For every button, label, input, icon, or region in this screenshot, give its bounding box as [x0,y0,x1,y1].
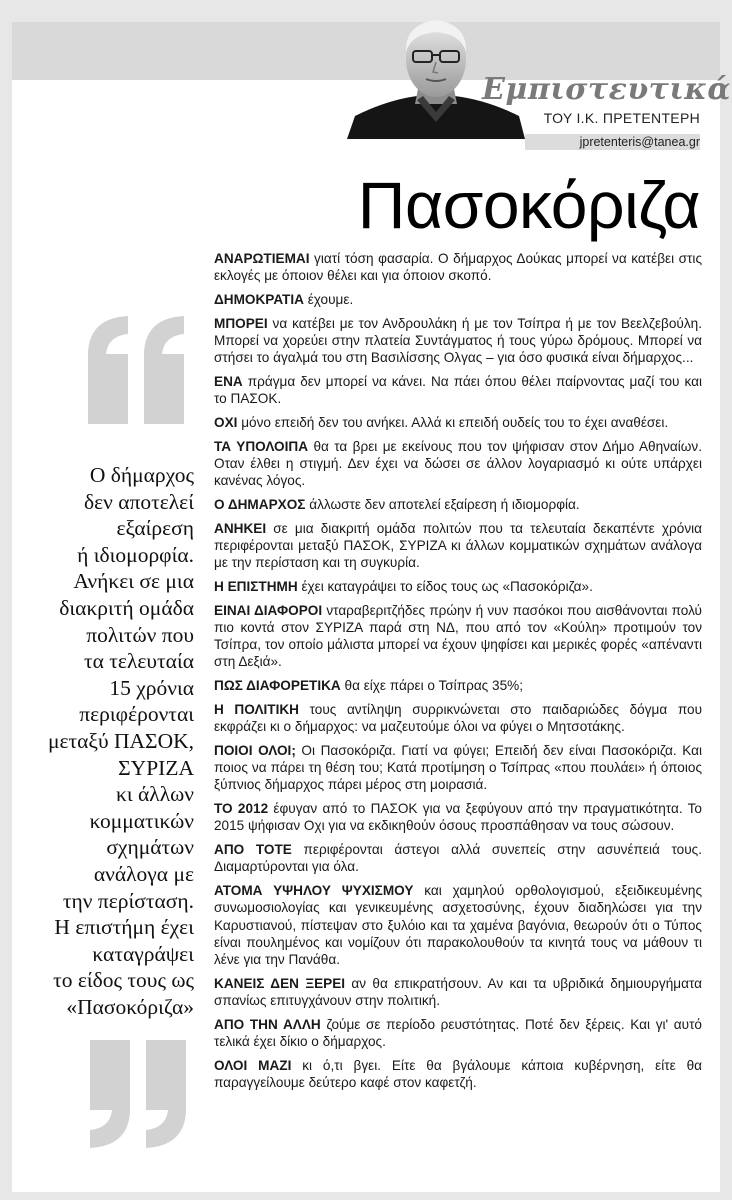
pull-quote-line: κι άλλων [116,782,194,807]
paragraph-lead: ΕΝΑ [214,374,243,389]
paragraph-text: αν θα επικρατήσουν. Αν και τα υβριδικά δημιουργήματα σπανίως επιτυγχάνουν στην πολιτική. [214,975,702,1009]
paragraph-text: σε μια διακριτή ομάδα πολιτών που τα τελευταία δεκαπέντε χρόνια περιφέρονται μεταξύ ΠΑΣΟΚ, ΣΥΡΙΖΑ κι άλλων κομματικών σχημάτων ανάλογα με την περίσταση και τη συγκυρία. [214,520,702,571]
article-paragraph [214,315,702,367]
paragraph-text: κι ό,τι βγει. Είτε θα βγάλουμε κάποια κυβέρνηση, είτε θα παραγγείλουμε δεύτερο καφέ στον καφετζή. [214,1057,702,1091]
paragraph-lead: Η ΠΟΛΙΤΙΚΗ [214,702,300,717]
headline: Πασοκόριζα [357,168,700,242]
paragraph-text: έφυγαν από το ΠΑΣΟΚ για να ξεφύγουν από την πραγματικότητα. Το 2015 ψήφισαν Οχι για να εκδικηθούν όσους προσπάθησαν να τους σώσουν. [214,801,702,834]
article-paragraph [214,800,702,834]
pull-quote-line: σχημάτων [106,835,194,860]
paragraph-lead: ΚΑΝΕΙΣ ΔΕΝ ΞΕΡΕΙ [214,975,346,991]
article-paragraph [214,975,702,1009]
article-paragraph [214,602,702,671]
article-paragraph [214,841,702,875]
pull-quote-line: πολιτών που [86,622,194,647]
paragraph-lead: ΤΟ 2012 [214,801,269,817]
paragraph-text: θα είχε πάρει ο Τσίπρας 35%; [340,678,523,694]
article-paragraph [214,438,702,490]
pull-quote-line: εξαίρεση [116,516,194,541]
article-paragraph [214,578,702,595]
article-body [214,250,702,1098]
byline: ΤΟΥ Ι.Κ. ΠΡΕΤΕΝΤΕΡΗ [543,110,700,126]
pull-quote-line: 15 χρόνια [109,675,194,700]
pull-quote-line: Η επιστήμη έχει [54,915,194,940]
article-paragraph [214,1016,702,1050]
paragraph-text: έχουμε. [303,292,354,307]
paragraph-text: άλλωστε δεν αποτελεί εξαίρεση ή ιδιομορφία. [305,497,580,512]
pull-quote-line: ή ιδιομορφία. [77,542,194,567]
paragraph-text: γιατί τόση φασαρία. Ο δήμαρχος Δούκας μπορεί να κατέβει στις εκλογές με όποιον θέλει και για όποιον σκοπό. [214,251,702,284]
paragraph-lead: ΠΩΣ ΔΙΑΦΟΡΕΤΙΚΑ [214,678,341,694]
pull-quote-line: περιφέρονται [79,702,194,727]
paragraph-text: έχει καταγράψει το είδος τους ως «Πασοκόριζα». [297,579,593,594]
pull-quote-line: Ο δήμαρχος [89,463,194,487]
paragraph-text: περιφέρονται άστεγοι αλλά συνεπείς στην ασυνέπειά τους. Διαμαρτύρονται για όλα. [214,842,702,875]
newspaper-page [12,22,731,1192]
paragraph-lead: ΔΗΜΟΚΡΑΤΙΑ [214,292,304,307]
paragraph-lead: ΑΝΑΡΩΤΙΕΜΑΙ [214,251,310,266]
column-name: Εμπιστευτικά [482,72,731,107]
paragraph-text: να κατέβει με τον Ανδρουλάκη ή με τον Τσίπρα ή με τον Βεελζεβούλη. Μπορεί να χορεύει στην πλατεία Συντάγματος ή τους γύρω δρόμους. Μπορεί να στήσει το άγαλμά του στη Βασιλίσσης Ολγας – για όσο φυσικά είναι δήμαρχος... [214,315,702,366]
pull-quote-line: καταγράψει [92,941,194,966]
paragraph-text: Οι Πασοκόριζα. Γιατί να φύγει; Επειδή δεν είναι Πασοκόριζα. Και ποιος να πάρει τη θέση του; Κατά προτίμηση ο Τσίπρας «που πουλάει» ή όποιος ξύπνιος δήμαρχος πάρει μέρος στη μοιρασιά. [214,743,702,793]
article-paragraph [214,701,702,735]
article-paragraph [214,373,702,407]
paragraph-lead: Ο ΔΗΜΑΡΧΟΣ [214,497,306,512]
pull-quote-line: ΣΥΡΙΖΑ [118,755,194,780]
pull-quote-line: Ανήκει σε μια [73,569,194,594]
article-paragraph [214,1057,702,1091]
paragraph-text: πράγμα δεν μπορεί να κάνει. Να πάει όπου θέλει παίρνοντας μαζί του και το ΠΑΣΟΚ. [214,374,702,407]
paragraph-lead: ΑΝΗΚΕΙ [214,520,267,536]
article-paragraph [214,496,702,513]
paragraph-text: ζούμε σε περίοδο ρευστότητας. Ποτέ δεν ξέρεις. Και γι' αυτό τελικά έχει δίκιο ο δήμαρχος. [214,1016,702,1050]
paragraph-lead: ΑΤΟΜΑ ΥΨΗΛΟΥ ΨΥΧΙΣΜΟΥ [214,883,414,899]
author-email: jpretenteris@tanea.gr [579,135,700,149]
paragraph-text: τους αντίληψη συρρικνώνεται στο παιδαριώδες δόγμα που εκφράζει κι ο δήμαρχος: να μαζευτούμε όλοι να φύγει ο Μητσοτάκης. [214,702,703,735]
paragraph-lead: ΟΛΟΙ ΜΑΖΙ [214,1057,292,1073]
article-paragraph [214,291,702,308]
article-paragraph [214,250,702,284]
paragraph-text: νταραβεριτζήδες πρώην ή νυν πασόκοι που αισθάνονται πολύ πιο κοντά στον ΣΥΡΙΖΑ παρά στη ΝΔ, που από τον «Κούλη» προτιμούν τον Τσίπρα, τον οποίο μάλιστα μπορεί να έχουν ψηφίσει και μερικές φορές «απέναντι στη Δεξιά». [214,602,702,670]
pull-quote-line: ανάλογα με [93,861,194,886]
article-paragraph [214,677,702,694]
paragraph-lead: Η ΕΠΙΣΤΗΜΗ [214,579,298,594]
paragraph-lead: ΜΠΟΡΕΙ [214,315,268,331]
paragraph-text: και χαμηλού ορθολογισμού, εξειδικευμένης συνωμοσιολογίας και γενικευμένης ασχετοσύνης, έχουν διαδηλώσει για την Καρυστιανού, πίστεψαν στο ξυλόιο και τα χαμένα βαγόνια, θεωρούν ότι ο Τύπος είναι πουλημένος και νομίζουν ότι παρακολουθούν τα κινητά τους να μάθουν τι λένε για την Πανάθα. [214,883,702,968]
article-paragraph [214,414,702,431]
paragraph-text: θα τα βρει με εκείνους που τον ψήφισαν στον Δήμο Αθηναίων. Οταν έλθει η στιγμή. Δεν έχει να δώσει σε άλλον λογαριασμό κι ούτε υπάρχει κανένας λόγος. [214,438,702,489]
article-paragraph [214,520,702,572]
pull-quote-line: κομματικών [89,808,194,833]
paragraph-lead: ΟΧΙ [214,415,238,430]
paragraph-lead: ΑΠΟ ΤΗΝ ΑΛΛΗ [214,1016,321,1032]
paragraph-lead: ΠΟΙΟΙ ΟΛΟΙ; [214,743,296,758]
close-quote-icon [82,1022,192,1152]
pull-quote-line: μεταξύ ΠΑΣΟΚ, [47,728,194,753]
pull-quote-line: «Πασοκόριζα» [66,994,194,1019]
article-paragraph [214,742,702,794]
paragraph-lead: ΕΙΝΑΙ ΔΙΑΦΟΡΟΙ [214,602,323,618]
pull-quote [36,462,194,1020]
pull-quote-line: διακριτή ομάδα [59,595,194,620]
paragraph-lead: ΤΑ ΥΠΟΛΟΙΠΑ [214,438,309,454]
paragraph-text: μόνο επειδή δεν του ανήκει. Αλλά κι επειδή ουδείς του το έχει αναθέσει. [237,415,669,430]
paragraph-lead: ΑΠΟ ΤΟΤΕ [214,842,292,858]
pull-quote-line: την περίσταση. [62,888,194,913]
article-paragraph [214,882,702,968]
pull-quote-line: τα τελευταία [84,649,194,674]
pull-quote-line: το είδος τους ως [53,968,194,993]
pull-quote-line: δεν αποτελεί [83,489,194,514]
open-quote-icon [82,312,192,442]
